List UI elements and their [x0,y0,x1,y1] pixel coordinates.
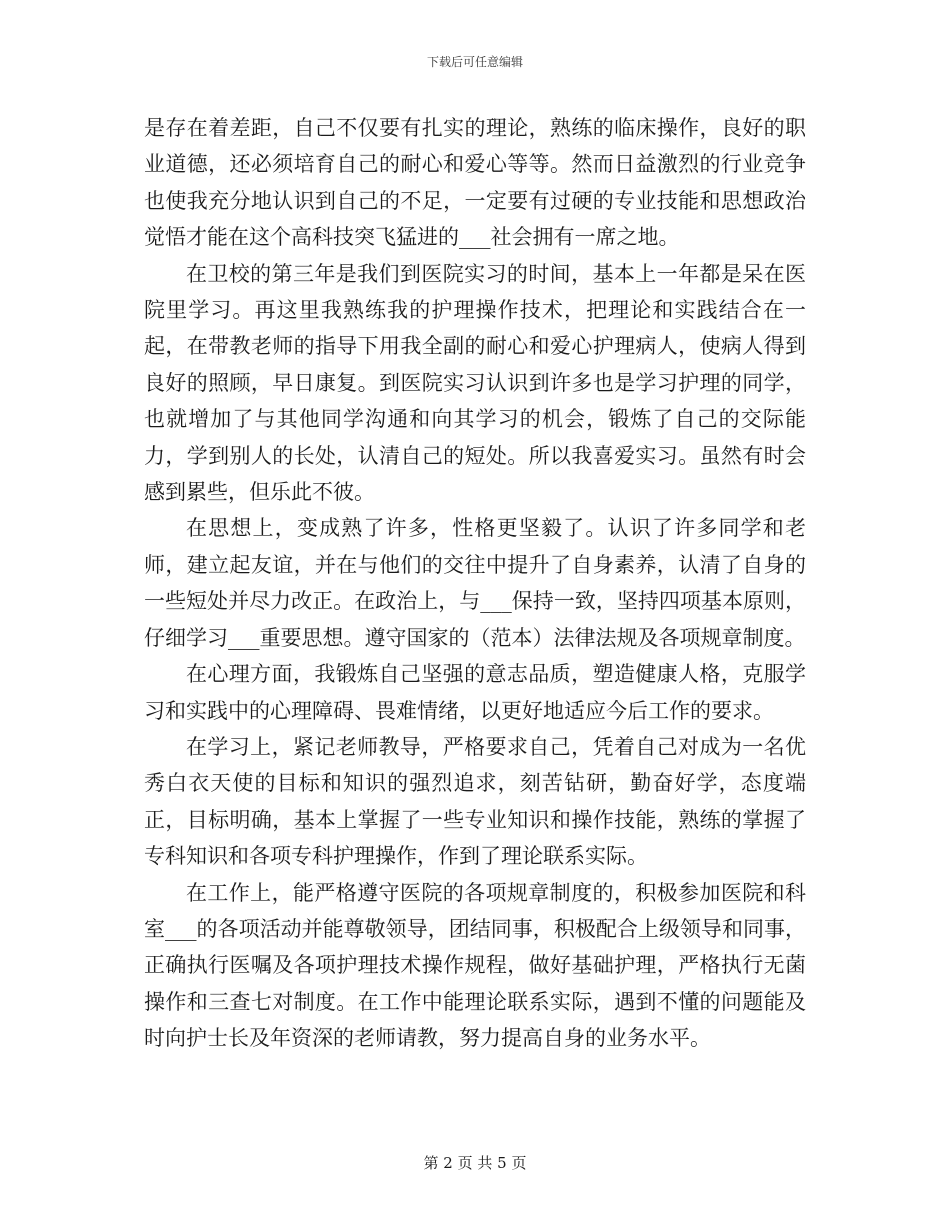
paragraph-thought: 在思想上，变成熟了许多，性格更坚毅了。认识了许多同学和老师，建立起友谊，并在与他们的交往中提升了自身素养，认清了自身的一些短处并尽力改正。在政治上，与___保持一致，坚持四项基本原则，仔细学习___重要思想。遵守国家的（范本）法律法规及各项规章制度。 [144,516,806,650]
page-header: 下载后可任意编辑 [426,55,523,69]
paragraph-continuation: 是存在着差距，自己不仅要有扎实的理论，熟练的临床操作，良好的职业道德，还必须培育自己的耐心和爱心等等。然而日益激烈的行业竞争也使我充分地认识到自己的不足，一定要有过硬的专业技能和思想政治觉悟才能在这个高科技突飞猛进的___社会拥有一席之地。 [144,116,806,250]
paragraph-psychology: 在心理方面，我锻炼自己坚强的意志品质，塑造健康人格，克服学习和实践中的心理障碍、畏难情绪，以更好地适应今后工作的要求。 [144,662,806,723]
paragraph-work: 在工作上，能严格遵守医院的各项规章制度的，积极参加医院和科室___的各项活动并能尊敬领导，团结同事，积极配合上级领导和同事，正确执行医嘱及各项护理技术操作规程，做好基础护理，严格执行无菌操作和三查七对制度。在工作中能理论联系实际，遇到不懂的问题能及时向护士长及年资深的老师请教，努力提高自身的业务水平。 [144,880,806,1051]
paragraph-internship: 在卫校的第三年是我们到医院实习的时间，基本上一年都是呆在医院里学习。再这里我熟练我的护理操作技术，把理论和实践结合在一起，在带教老师的指导下用我全副的耐心和爱心护理病人，使病人得到良好的照顾，早日康复。到医院实习认识到许多也是学习护理的同学，也就增加了与其他同学沟通和向其学习的机会，锻炼了自己的交际能力，学到别人的长处，认清自己的短处。所以我喜爱实习。虽然有时会感到累些，但乐此不彼。 [144,261,806,505]
paragraph-study: 在学习上，紧记老师教导，严格要求自己，凭着自己对成为一名优秀白衣天使的目标和知识的强烈追求，刻苦钻研，勤奋好学，态度端正，目标明确，基本上掌握了一些专业知识和操作技能，熟练的掌握了专科知识和各项专科护理操作，作到了理论联系实际。 [144,734,806,869]
page-number: 第 2 页 共 5 页 [423,1154,527,1172]
document-body [144,110,806,1057]
